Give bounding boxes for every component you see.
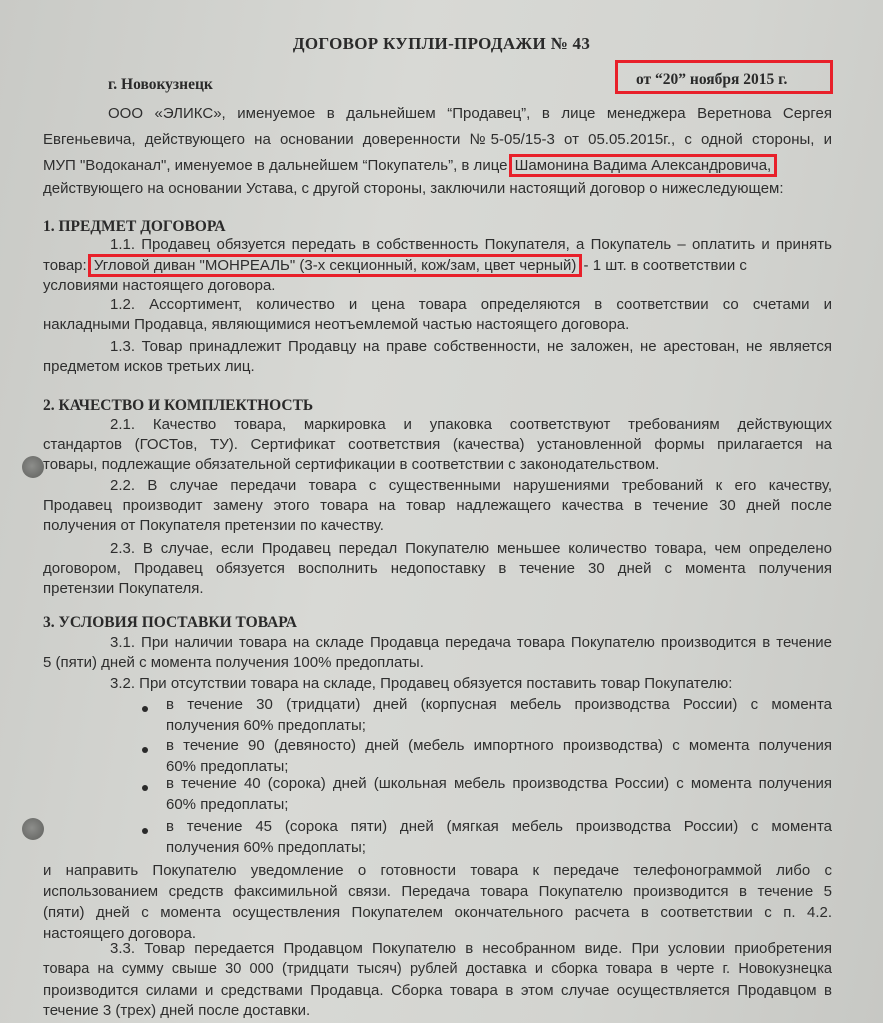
section-3-after-line-5: 3.3. Товар передается Продавцом Покупателю в несобранном виде. При условии приобретения bbox=[110, 940, 832, 957]
bullet-4-line-2: получения 60% предоплаты; bbox=[166, 839, 366, 856]
bullet-dot bbox=[142, 785, 148, 791]
section-2-line-6: получения от Покупателя претензии по качеству. bbox=[43, 517, 384, 534]
section-3-after-line-8: течение 3 (трех) дней после доставки. bbox=[43, 1002, 311, 1019]
section-1-3-line-1: 1.3. Товар принадлежит Продавцу на праве собственности, не заложен, не арестован, не является bbox=[110, 338, 832, 355]
buyer-representative-highlight: Шамонина Вадима Александровича, bbox=[509, 154, 778, 177]
document-city: г. Новокузнецк bbox=[108, 76, 213, 93]
section-1-2-line-2: накладными Продавца, являющимися неотъемлемой частью настоящего договора. bbox=[43, 316, 630, 333]
intro-line-3 bbox=[43, 157, 774, 174]
section-3-after-line-6: товара на сумму свыше 30 000 (тридцати тысяч) рублей доставка и сборка товара в черте г. Новокузнецка bbox=[43, 961, 832, 977]
section-3-line-2: 5 (пяти) дней с момента получения 100% предоплаты. bbox=[43, 654, 424, 671]
document-date: от “20” ноября 2015 г. bbox=[636, 71, 788, 88]
section-1-1-line-3: условиями настоящего договора. bbox=[43, 277, 276, 294]
intro-line-1: ООО «ЭЛИКС», именуемое в дальнейшем “Продавец”, в лице менеджера Веретнова Сергея bbox=[108, 105, 832, 122]
punch-hole-upper bbox=[22, 456, 44, 478]
section-1-1-line-2 bbox=[43, 257, 747, 274]
section-2-line-3: товары, подлежащие обязательной сертификации в соответствии с законодательством. bbox=[43, 456, 660, 473]
section-3-after-line-1: и направить Покупателю уведомление о готовности товара к передаче телефонограммой либо с bbox=[43, 862, 832, 879]
section-2-line-1: 2.1. Качество товара, маркировка и упаковка соответствуют требованиям действующих bbox=[110, 416, 832, 433]
punch-hole-lower bbox=[22, 818, 44, 840]
bullet-3-line-1: в течение 40 (сорока) дней (школьная мебель производства России) с момента получения bbox=[166, 775, 832, 792]
bullet-1-line-1: в течение 30 (тридцати) дней (корпусная мебель производства России) с момента bbox=[166, 696, 832, 713]
goods-label: товар: bbox=[43, 257, 87, 274]
section-2-line-9: претензии Покупателя. bbox=[43, 580, 204, 597]
section-3-line-3: 3.2. При отсутствии товара на складе, Продавец обязуется поставить товар Покупателю: bbox=[110, 675, 733, 692]
section-2-line-7: 2.3. В случае, если Продавец передал Покупателю меньшее количество товара, чем определено bbox=[110, 540, 832, 557]
bullet-3-line-2: 60% предоплаты; bbox=[166, 796, 289, 813]
section-2-line-4: 2.2. В случае передачи товара с существенными нарушениями требований к его качеству, bbox=[110, 477, 832, 494]
section-3-after-line-4: настоящего договора. bbox=[43, 925, 197, 942]
section-3-after-line-3: (пяти) дней с момента осуществления Покупателем окончательного расчета в соответствии с п. 4.2. bbox=[43, 904, 832, 921]
intro-buyer-text: МУП "Водоканал", именуемое в дальнейшем “Покупатель”, в лице bbox=[43, 157, 508, 174]
section-2-line-5: Продавец производит замену этого товара на товар надлежащего качества в течение 30 дней после bbox=[43, 497, 832, 514]
bullet-dot bbox=[142, 747, 148, 753]
bullet-2-line-2: 60% предоплаты; bbox=[166, 758, 289, 775]
goods-item-highlight: Угловой диван "МОНРЕАЛЬ" (3-х секционный, кож/зам, цвет черный) bbox=[88, 254, 582, 277]
section-1-2-line-1: 1.2. Ассортимент, количество и цена товара определяются в соответствии со счетами и bbox=[110, 296, 832, 313]
section-3-after-line-2: использованием средств факсимильной связи. Передача товара Покупателю производится в течение 5 bbox=[43, 883, 832, 900]
intro-line-2: Евгеньевича, действующего на основании доверенности №5-05/15-3 от 05.05.2015г., с одной стороны, и bbox=[43, 131, 832, 148]
intro-line-5: действующего на основании Устава, с другой стороны, заключили настоящий договор о нижеследующем: bbox=[43, 180, 784, 197]
bullet-dot bbox=[142, 828, 148, 834]
bullet-dot bbox=[142, 706, 148, 712]
section-3-after-line-7: производится силами и средствами Продавца. Сборка товара в этом случае осуществляется Продавцом в bbox=[43, 982, 832, 999]
section-1-1-line-1: 1.1. Продавец обязуется передать в собственность Покупателя, а Покупатель – оплатить и принять bbox=[110, 236, 832, 253]
goods-quantity-text: - 1 шт. в соответствии с bbox=[583, 257, 747, 274]
date-highlight-box bbox=[615, 60, 833, 94]
section-3-heading: 3. УСЛОВИЯ ПОСТАВКИ ТОВАРА bbox=[43, 614, 297, 631]
section-1-heading: 1. ПРЕДМЕТ ДОГОВОРА bbox=[43, 218, 226, 235]
bullet-2-line-1: в течение 90 (девяносто) дней (мебель импортного производства) с момента получения bbox=[166, 737, 832, 754]
bullet-4-line-1: в течение 45 (сорока пяти) дней (мягкая мебель производства России) с момента bbox=[166, 818, 832, 835]
section-2-line-2: стандартов (ГОСТов, ТУ). Сертификат соответствия (качества) установленной формы прилагается на bbox=[43, 436, 832, 453]
bullet-1-line-2: получения 60% предоплаты; bbox=[166, 717, 366, 734]
section-2-line-8: договором, Продавец обязуется восполнить недопоставку в течение 30 дней с момента получения bbox=[43, 560, 832, 577]
section-3-line-1: 3.1. При наличии товара на складе Продавца передача товара Покупателю производится в течение bbox=[110, 634, 832, 651]
section-2-heading: 2. КАЧЕСТВО И КОМПЛЕКТНОСТЬ bbox=[43, 397, 314, 414]
document-title: ДОГОВОР КУПЛИ-ПРОДАЖИ № 43 bbox=[292, 34, 591, 53]
section-1-3-line-2: предметом исков третьих лиц. bbox=[43, 358, 255, 375]
